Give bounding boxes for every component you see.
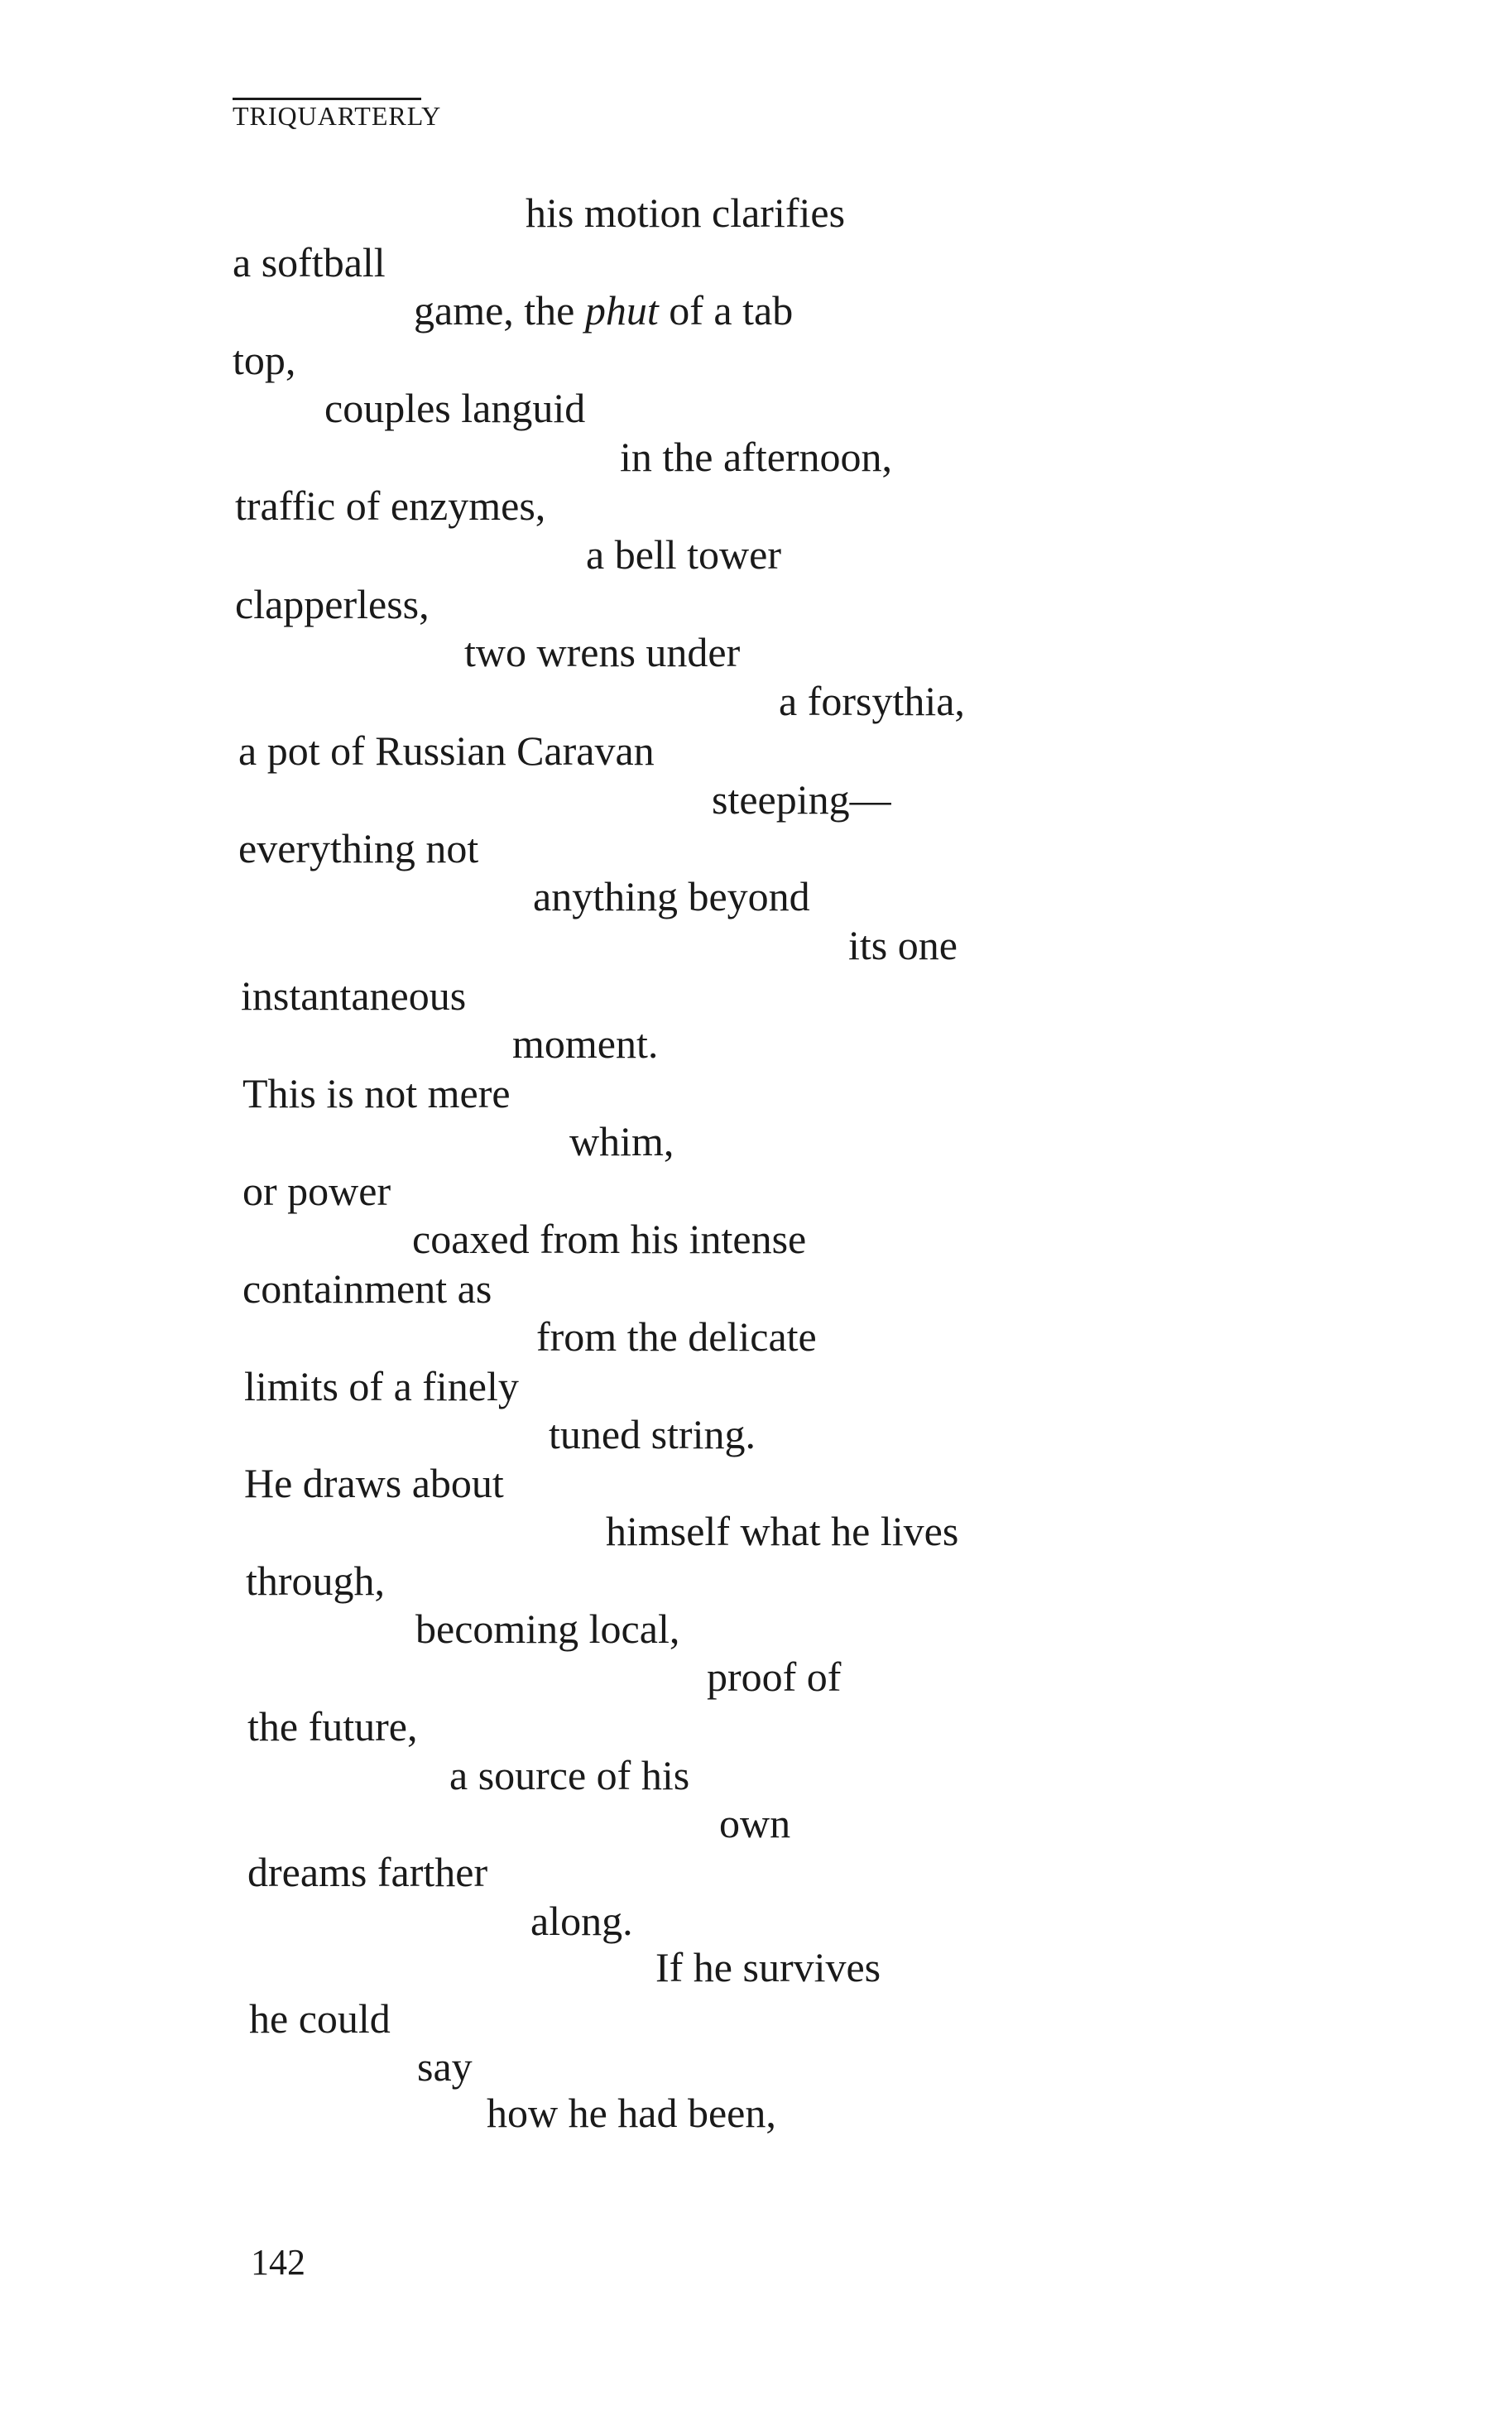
poem-line: He draws about: [244, 1460, 504, 1506]
header-rule: [233, 98, 421, 100]
poem-line: limits of a finely: [244, 1363, 519, 1409]
poem-line: tuned string.: [549, 1411, 756, 1457]
poem-line: along.: [530, 1898, 633, 1944]
poem-italic-word: phut: [584, 287, 659, 334]
poem-line: coaxed from his intense: [412, 1216, 807, 1262]
poem-line: dreams farther: [247, 1849, 488, 1895]
poem-line: anything beyond: [533, 873, 810, 919]
poem-line: in the afternoon,: [620, 434, 893, 480]
poem-line: his motion clarifies: [526, 190, 846, 236]
poem-line: couples languid: [324, 385, 586, 431]
poem-line: top,: [233, 337, 296, 383]
poem-text: game, the: [414, 287, 585, 334]
poem-line: instantaneous: [241, 972, 467, 1019]
running-head: TRIQUARTERLY: [233, 101, 442, 131]
poem-line: moment.: [512, 1020, 659, 1067]
poem-line: or power: [242, 1168, 391, 1214]
poem-line: a softball: [233, 239, 386, 286]
page-number: 142: [251, 2242, 305, 2283]
poem-line: own: [719, 1800, 791, 1846]
poem-line: say: [417, 2043, 473, 2090]
poem-line: whim,: [569, 1118, 674, 1164]
poem-line: a source of his: [449, 1752, 690, 1798]
poem-line: steeping—: [712, 776, 891, 823]
poem-text: of a tab: [658, 287, 794, 334]
poem-line: through,: [246, 1558, 386, 1604]
poem-line: clapperless,: [235, 581, 430, 627]
poem-line: containment as: [242, 1265, 492, 1312]
poem-line: proof of: [707, 1654, 842, 1700]
poem-line: he could: [249, 1995, 391, 2042]
poem-line: a bell tower: [586, 531, 782, 578]
poem-line: traffic of enzymes,: [235, 482, 546, 529]
poem-line: himself what he lives: [606, 1508, 959, 1554]
poem-line: how he had been,: [487, 2090, 776, 2136]
poem-line: a forsythia,: [779, 678, 965, 724]
poem-line: [414, 287, 794, 334]
poem-line: If he survives: [655, 1944, 881, 1990]
poem-line: the future,: [247, 1703, 418, 1750]
poem-line: its one: [848, 922, 958, 968]
poem-line: This is not mere: [242, 1070, 511, 1116]
poem-line: becoming local,: [415, 1606, 680, 1652]
poem-line: two wrens under: [464, 629, 741, 675]
poem-line: everything not: [238, 825, 479, 871]
poem-line: a pot of Russian Caravan: [238, 727, 655, 774]
poem-line: from the delicate: [536, 1313, 817, 1360]
